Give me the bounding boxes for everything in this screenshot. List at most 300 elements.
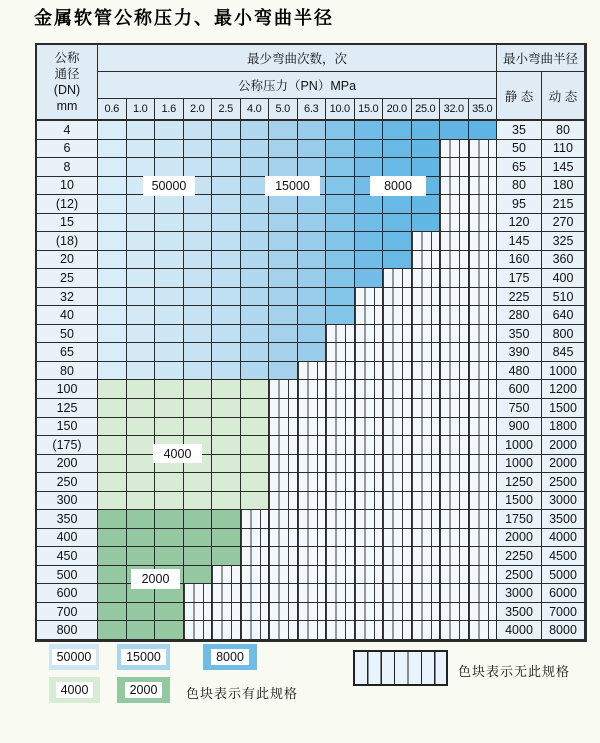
spec-cell: [326, 251, 355, 270]
dn-label: 20: [37, 251, 98, 270]
spec-cell: [98, 232, 127, 251]
no-spec-cell: [469, 380, 498, 399]
spec-cell: [127, 214, 156, 233]
no-spec-cell: [326, 603, 355, 622]
no-spec-cell: [440, 584, 469, 603]
dn-label: 800: [37, 621, 98, 640]
no-spec-cell: [469, 455, 498, 474]
spec-cell: [269, 269, 298, 288]
no-spec-cell: [269, 529, 298, 548]
dynamic-radius-value: 4500: [542, 547, 585, 566]
spec-cell: [155, 621, 184, 640]
dn-label: (175): [37, 436, 98, 455]
cycle-count-label: 4000: [153, 444, 202, 463]
no-spec-cell: [326, 529, 355, 548]
cycle-count-label: 15000: [265, 176, 320, 196]
no-spec-cell: [241, 603, 270, 622]
spec-cell: [155, 603, 184, 622]
no-spec-cell: [326, 566, 355, 585]
no-spec-cell: [469, 436, 498, 455]
spec-cell: [98, 306, 127, 325]
spec-cell: [127, 529, 156, 548]
no-spec-cell: [298, 455, 327, 474]
static-radius-value: 1000: [497, 455, 542, 474]
spec-cell: [298, 269, 327, 288]
no-spec-cell: [440, 436, 469, 455]
static-column-header: 静 态: [497, 72, 542, 121]
spec-cell: [98, 158, 127, 177]
no-spec-cell: [298, 621, 327, 640]
dn-label: 700: [37, 603, 98, 622]
spec-cell: [241, 269, 270, 288]
spec-cell: [241, 158, 270, 177]
no-spec-cell: [412, 455, 441, 474]
no-spec-cell: [326, 436, 355, 455]
spec-cell: [326, 177, 355, 196]
no-spec-cell: [298, 566, 327, 585]
spec-cell: [98, 177, 127, 196]
spec-cell: [212, 232, 241, 251]
spec-cell: [212, 492, 241, 511]
no-spec-cell: [469, 566, 498, 585]
dn-label: (18): [37, 232, 98, 251]
spec-cell: [184, 492, 213, 511]
dynamic-radius-value: 800: [542, 325, 585, 344]
no-spec-cell: [469, 325, 498, 344]
no-spec-cell: [412, 547, 441, 566]
dynamic-radius-value: 1500: [542, 399, 585, 418]
no-spec-cell: [469, 140, 498, 159]
no-spec-cell: [469, 251, 498, 270]
spec-cell: [212, 418, 241, 437]
no-spec-cell: [440, 621, 469, 640]
spec-cell: [212, 121, 241, 140]
dynamic-radius-value: 8000: [542, 621, 585, 640]
spec-cell: [298, 232, 327, 251]
no-spec-cell: [326, 510, 355, 529]
spec-cell: [127, 195, 156, 214]
no-spec-cell: [383, 473, 412, 492]
dn-label: 8: [37, 158, 98, 177]
spec-cell: [269, 232, 298, 251]
spec-cell: [184, 566, 213, 585]
spec-cell: [241, 121, 270, 140]
spec-cell: [127, 140, 156, 159]
no-spec-cell: [412, 325, 441, 344]
static-radius-value: 4000: [497, 621, 542, 640]
legend-label: 8000: [211, 649, 249, 665]
spec-cell: [155, 288, 184, 307]
dn-label: 6: [37, 140, 98, 159]
spec-cell: [98, 473, 127, 492]
no-spec-cell: [383, 418, 412, 437]
no-spec-cell: [469, 529, 498, 548]
spec-cell: [184, 399, 213, 418]
no-spec-cell: [355, 436, 384, 455]
spec-cell: [241, 492, 270, 511]
static-radius-value: 750: [497, 399, 542, 418]
dynamic-radius-value: 2000: [542, 436, 585, 455]
dn-label: 80: [37, 362, 98, 381]
no-spec-cell: [355, 325, 384, 344]
no-spec-cell: [469, 362, 498, 381]
spec-cell: [241, 436, 270, 455]
no-spec-cell: [298, 436, 327, 455]
spec-cell: [212, 380, 241, 399]
dynamic-radius-value: 5000: [542, 566, 585, 585]
spec-cell: [212, 343, 241, 362]
spec-cell: [383, 140, 412, 159]
spec-cell: [184, 529, 213, 548]
spec-cell: [241, 473, 270, 492]
static-radius-value: 600: [497, 380, 542, 399]
no-spec-cell: [269, 399, 298, 418]
spec-cell: [326, 306, 355, 325]
spec-cell: [212, 436, 241, 455]
no-spec-cell: [383, 621, 412, 640]
spec-cell: [326, 232, 355, 251]
spec-cell: [326, 214, 355, 233]
no-spec-cell: [440, 214, 469, 233]
spec-cell: [155, 232, 184, 251]
no-spec-cell: [298, 418, 327, 437]
static-radius-value: 390: [497, 343, 542, 362]
no-spec-cell: [355, 343, 384, 362]
spec-cell: [440, 121, 469, 140]
dn-label: 600: [37, 584, 98, 603]
no-spec-cell: [412, 529, 441, 548]
no-spec-cell: [383, 269, 412, 288]
no-spec-cell: [440, 529, 469, 548]
no-spec-cell: [269, 547, 298, 566]
spec-cell: [412, 195, 441, 214]
spec-cell: [326, 195, 355, 214]
no-spec-cell: [241, 566, 270, 585]
legend-label: 15000: [121, 649, 166, 665]
no-spec-cell: [440, 418, 469, 437]
no-spec-cell: [355, 455, 384, 474]
spec-cell: [241, 399, 270, 418]
dynamic-radius-value: 400: [542, 269, 585, 288]
spec-cell: [212, 288, 241, 307]
spec-cell: [212, 473, 241, 492]
static-radius-value: 160: [497, 251, 542, 270]
no-spec-cell: [326, 455, 355, 474]
no-spec-cell: [412, 621, 441, 640]
no-spec-cell: [326, 492, 355, 511]
no-spec-cell: [298, 473, 327, 492]
spec-cell: [241, 362, 270, 381]
no-spec-cell: [355, 603, 384, 622]
no-spec-cell: [412, 362, 441, 381]
spec-cell: [98, 121, 127, 140]
pressure-column-header: 35.0: [469, 99, 498, 121]
static-radius-value: 65: [497, 158, 542, 177]
no-spec-cell: [383, 603, 412, 622]
has-spec-caption: 色块表示有此规格: [186, 686, 299, 701]
no-spec-cell: [383, 492, 412, 511]
no-spec-cell: [212, 566, 241, 585]
legend-label: 50000: [52, 649, 97, 665]
no-spec-cell: [440, 603, 469, 622]
spec-cell: [155, 325, 184, 344]
dn-label: 4: [37, 121, 98, 140]
spec-cell: [155, 380, 184, 399]
no-spec-cell: [440, 566, 469, 585]
spec-cell: [184, 418, 213, 437]
legend-item-2000: [117, 677, 170, 703]
static-radius-value: 3500: [497, 603, 542, 622]
spec-cell: [98, 195, 127, 214]
pressure-column-header: 32.0: [440, 99, 469, 121]
spec-cell: [155, 306, 184, 325]
spec-cell: [355, 121, 384, 140]
dynamic-radius-value: 1800: [542, 418, 585, 437]
spec-cell: [98, 343, 127, 362]
dynamic-radius-value: 325: [542, 232, 585, 251]
no-spec-cell: [383, 343, 412, 362]
spec-cell: [155, 399, 184, 418]
spec-cell: [127, 288, 156, 307]
no-spec-cell: [298, 603, 327, 622]
pressure-column-header: 15.0: [355, 99, 384, 121]
dn-label: 25: [37, 269, 98, 288]
static-radius-value: 225: [497, 288, 542, 307]
spec-cell: [127, 343, 156, 362]
no-spec-cell: [412, 492, 441, 511]
no-spec-cell: [412, 380, 441, 399]
spec-cell: [127, 492, 156, 511]
dn-column-header: [37, 45, 98, 121]
no-spec-cell: [241, 584, 270, 603]
dynamic-radius-value: 3000: [542, 492, 585, 511]
spec-cell: [98, 529, 127, 548]
no-spec-cell: [269, 510, 298, 529]
no-spec-cell: [355, 399, 384, 418]
cycle-count-label: 8000: [370, 176, 426, 196]
no-spec-cell: [440, 399, 469, 418]
no-spec-cell: [326, 418, 355, 437]
dynamic-column-header: 动 态: [542, 72, 585, 121]
no-spec-cell: [355, 529, 384, 548]
spec-cell: [184, 269, 213, 288]
no-spec-cell: [184, 603, 213, 622]
no-spec-cell: [383, 566, 412, 585]
spec-cell: [212, 325, 241, 344]
min-bend-cycles-header: 最少弯曲次数，次: [98, 45, 497, 72]
spec-cell: [298, 140, 327, 159]
spec-cell: [355, 269, 384, 288]
spec-cell: [98, 418, 127, 437]
spec-cell: [98, 621, 127, 640]
no-spec-cell: [412, 473, 441, 492]
spec-cell: [269, 325, 298, 344]
static-radius-value: 1000: [497, 436, 542, 455]
dn-label: 100: [37, 380, 98, 399]
no-spec-cell: [355, 306, 384, 325]
no-spec-cell: [469, 510, 498, 529]
static-radius-value: 2500: [497, 566, 542, 585]
no-spec-cell: [212, 621, 241, 640]
dynamic-radius-value: 4000: [542, 529, 585, 548]
legend-item-50000: [49, 644, 99, 670]
no-spec-cell: [355, 547, 384, 566]
no-spec-cell: [326, 343, 355, 362]
spec-cell: [98, 380, 127, 399]
no-spec-cell: [469, 343, 498, 362]
legend-label: 4000: [56, 682, 94, 698]
no-spec-cell: [469, 288, 498, 307]
no-spec-cell: [469, 232, 498, 251]
no-spec-cell: [241, 547, 270, 566]
pressure-column-header: 25.0: [412, 99, 441, 121]
no-spec-cell: [469, 418, 498, 437]
pressure-column-header: 1.6: [155, 99, 184, 121]
no-spec-cell: [298, 584, 327, 603]
dynamic-radius-value: 845: [542, 343, 585, 362]
no-spec-cell: [383, 362, 412, 381]
dynamic-radius-value: 360: [542, 251, 585, 270]
pressure-column-header: 4.0: [241, 99, 270, 121]
spec-cell: [155, 362, 184, 381]
no-spec-cell: [269, 473, 298, 492]
spec-cell: [212, 140, 241, 159]
no-spec-cell: [326, 547, 355, 566]
no-spec-cell: [355, 418, 384, 437]
no-spec-cell: [440, 325, 469, 344]
spec-cell: [326, 140, 355, 159]
spec-cell: [212, 177, 241, 196]
pressure-column-header: 2.0: [184, 99, 213, 121]
spec-cell: [212, 269, 241, 288]
no-spec-cell: [412, 510, 441, 529]
dynamic-radius-value: 640: [542, 306, 585, 325]
no-spec-cell: [469, 399, 498, 418]
legend-item-8000: [203, 644, 257, 670]
no-spec-cell: [412, 232, 441, 251]
dn-header-line: 通径: [54, 67, 80, 81]
spec-cell: [184, 306, 213, 325]
spec-cell: [212, 399, 241, 418]
spec-cell: [127, 121, 156, 140]
no-spec-cell: [269, 492, 298, 511]
no-spec-cell: [269, 380, 298, 399]
no-spec-cell: [469, 177, 498, 196]
no-spec-cell: [412, 251, 441, 270]
spec-cell: [184, 510, 213, 529]
no-spec-cell: [469, 547, 498, 566]
dn-label: 40: [37, 306, 98, 325]
spec-cell: [127, 399, 156, 418]
spec-cell: [241, 214, 270, 233]
pressure-column-header: 0.6: [98, 99, 127, 121]
spec-cell: [212, 510, 241, 529]
no-spec-cell: [383, 547, 412, 566]
dn-label: 10: [37, 177, 98, 196]
no-spec-cell: [440, 343, 469, 362]
spec-cell: [241, 325, 270, 344]
spec-cell: [241, 195, 270, 214]
no-spec-cell: [412, 418, 441, 437]
spec-cell: [298, 214, 327, 233]
no-spec-cell: [326, 325, 355, 344]
spec-cell: [127, 306, 156, 325]
spec-cell: [184, 158, 213, 177]
cycle-count-label: 50000: [143, 176, 195, 196]
spec-cell: [355, 195, 384, 214]
spec-cell: [383, 214, 412, 233]
spec-cell: [155, 510, 184, 529]
spec-cell: [212, 214, 241, 233]
no-spec-cell: [469, 158, 498, 177]
dn-label: 125: [37, 399, 98, 418]
spec-cell: [127, 251, 156, 270]
no-spec-cell: [440, 269, 469, 288]
dn-label: 400: [37, 529, 98, 548]
spec-cell: [355, 214, 384, 233]
no-spec-cell: [412, 343, 441, 362]
spec-cell: [155, 492, 184, 511]
spec-cell: [98, 510, 127, 529]
no-spec-cell: [355, 288, 384, 307]
static-radius-value: 3000: [497, 584, 542, 603]
dynamic-radius-value: 145: [542, 158, 585, 177]
dynamic-radius-value: 270: [542, 214, 585, 233]
dynamic-radius-value: 1200: [542, 380, 585, 399]
spec-cell: [212, 306, 241, 325]
spec-cell: [212, 195, 241, 214]
static-radius-value: 480: [497, 362, 542, 381]
no-spec-cell: [440, 251, 469, 270]
static-radius-value: 175: [497, 269, 542, 288]
spec-cell: [269, 343, 298, 362]
no-spec-cell: [412, 566, 441, 585]
static-radius-value: 900: [497, 418, 542, 437]
spec-cell: [298, 121, 327, 140]
spec-cell: [184, 140, 213, 159]
spec-cell: [298, 306, 327, 325]
no-spec-cell: [412, 603, 441, 622]
dynamic-radius-value: 180: [542, 177, 585, 196]
cycle-count-label: 2000: [131, 569, 180, 589]
static-radius-value: 2000: [497, 529, 542, 548]
no-spec-cell: [298, 399, 327, 418]
spec-cell: [298, 251, 327, 270]
no-spec-cell: [241, 621, 270, 640]
no-spec-cell: [298, 547, 327, 566]
no-spec-cell: [412, 306, 441, 325]
spec-cell: [155, 121, 184, 140]
spec-cell: [127, 269, 156, 288]
spec-cell: [383, 232, 412, 251]
dn-label: 32: [37, 288, 98, 307]
spec-cell: [98, 288, 127, 307]
spec-cell: [355, 158, 384, 177]
spec-cell: [155, 214, 184, 233]
dn-header-line: (DN): [53, 83, 81, 97]
spec-cell: [98, 325, 127, 344]
no-spec-cell: [383, 510, 412, 529]
no-spec-cell: [412, 584, 441, 603]
no-spec-cell: [383, 455, 412, 474]
no-spec-cell: [383, 529, 412, 548]
no-spec-cell: [412, 436, 441, 455]
spec-cell: [469, 121, 498, 140]
pressure-column-header: 1.0: [127, 99, 156, 121]
spec-cell: [155, 343, 184, 362]
spec-cell: [355, 251, 384, 270]
static-radius-value: 1750: [497, 510, 542, 529]
